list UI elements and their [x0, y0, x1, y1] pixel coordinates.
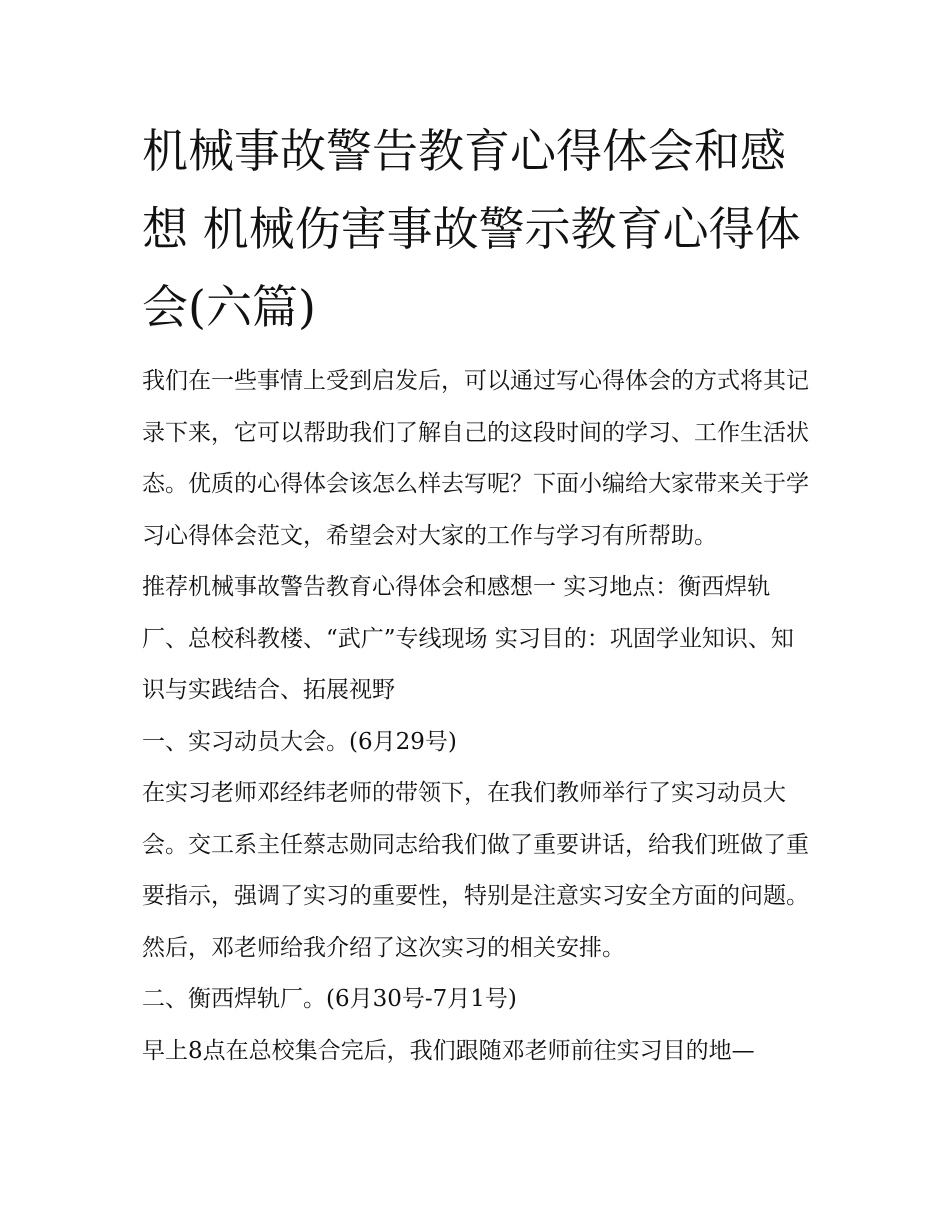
section-heading-2: 二、衡西焊轨厂。(6月30号-7月1号) [142, 986, 517, 1012]
document-title: 机械事故警告教育心得体会和感想 机械伤害事故警示教育心得体会(六篇) [142, 124, 801, 334]
section-heading-1: 一、实习动员大会。(6月29号) [142, 728, 457, 755]
paragraph-recommendation: 推荐机械事故警告教育心得体会和感想一 实习地点：衡西焊轨厂、总校科教楼、“武广”专线现场 实习目的：巩固学业知识、知识与实践结合、拓展视野 [142, 574, 794, 703]
paragraph-intro: 我们在一些事情上受到启发后，可以通过写心得体会的方式将其记录下来，它可以帮助我们了解自己的这段时间的学习、工作生活状态。优质的心得体会该怎么样去写呢？下面小编给大家带来关于学习心得体会范文，希望会对大家的工作与学习有所帮助。 [142, 368, 809, 549]
document-body [142, 112, 814, 1077]
paragraph-section-2: 早上8点在总校集合完后，我们跟随邓老师前往实习目的地— [142, 1037, 755, 1064]
paragraph-section-1: 在实习老师邓经纬老师的带领下，在我们教师举行了实习动员大会。交工系主任蔡志勋同志给我们做了重要讲话，给我们班做了重要指示，强调了实习的重要性，特别是注意实习安全方面的问题。然后，邓老师给我介绍了这次实习的相关安排。 [142, 780, 809, 961]
